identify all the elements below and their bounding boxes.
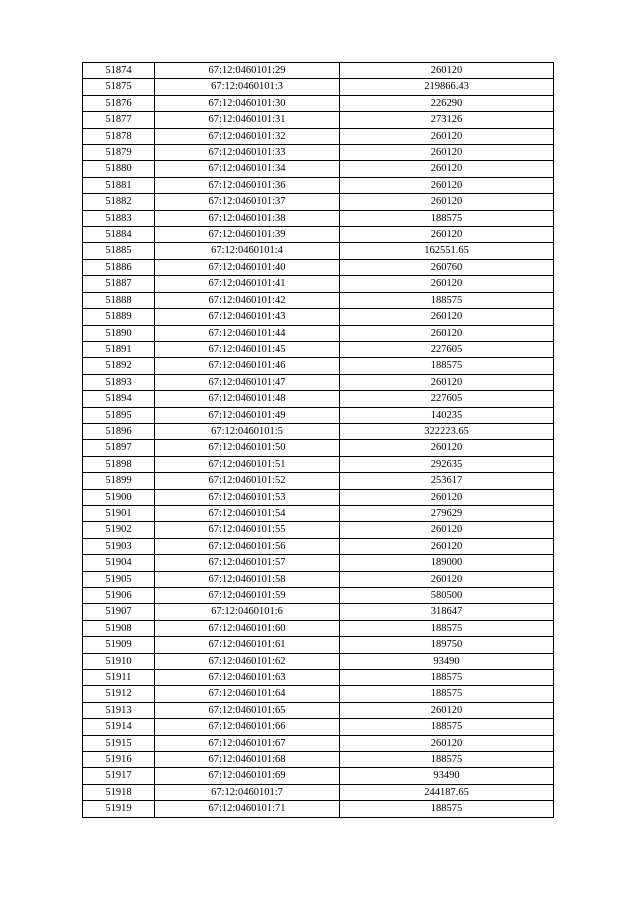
cadastral-number-cell: 67:12:0460101:33 xyxy=(155,145,340,161)
row-number-cell: 51900 xyxy=(83,489,155,505)
value-cell: 260120 xyxy=(340,374,554,390)
row-number-cell: 51915 xyxy=(83,735,155,751)
cadastral-number-cell: 67:12:0460101:55 xyxy=(155,522,340,538)
cadastral-number-cell: 67:12:0460101:45 xyxy=(155,341,340,357)
table-row xyxy=(83,440,554,456)
value-cell: 188575 xyxy=(340,686,554,702)
table-row xyxy=(83,210,554,226)
row-number-cell: 51893 xyxy=(83,374,155,390)
table-row xyxy=(83,79,554,95)
table-row xyxy=(83,555,554,571)
table-row xyxy=(83,456,554,472)
row-number-cell: 51892 xyxy=(83,358,155,374)
cadastral-number-cell: 67:12:0460101:63 xyxy=(155,670,340,686)
value-cell: 188575 xyxy=(340,292,554,308)
row-number-cell: 51896 xyxy=(83,423,155,439)
value-cell: 260120 xyxy=(340,571,554,587)
table-row xyxy=(83,391,554,407)
cadastral-number-cell: 67:12:0460101:56 xyxy=(155,538,340,554)
value-cell: 227605 xyxy=(340,341,554,357)
row-number-cell: 51916 xyxy=(83,752,155,768)
row-number-cell: 51888 xyxy=(83,292,155,308)
table-row xyxy=(83,276,554,292)
table-row xyxy=(83,161,554,177)
table-row xyxy=(83,801,554,817)
table-row xyxy=(83,637,554,653)
row-number-cell: 51914 xyxy=(83,719,155,735)
row-number-cell: 51894 xyxy=(83,391,155,407)
row-number-cell: 51885 xyxy=(83,243,155,259)
table-row xyxy=(83,473,554,489)
cadastral-number-cell: 67:12:0460101:47 xyxy=(155,374,340,390)
cadastral-number-cell: 67:12:0460101:29 xyxy=(155,63,340,79)
table-row xyxy=(83,489,554,505)
cadastral-number-cell: 67:12:0460101:5 xyxy=(155,423,340,439)
row-number-cell: 51878 xyxy=(83,128,155,144)
value-cell: 188575 xyxy=(340,719,554,735)
value-cell: 188575 xyxy=(340,620,554,636)
value-cell: 260120 xyxy=(340,276,554,292)
row-number-cell: 51887 xyxy=(83,276,155,292)
table-row xyxy=(83,653,554,669)
table-row xyxy=(83,309,554,325)
table-row xyxy=(83,423,554,439)
table-row xyxy=(83,522,554,538)
value-cell: 260120 xyxy=(340,177,554,193)
value-cell: 260120 xyxy=(340,63,554,79)
row-number-cell: 51883 xyxy=(83,210,155,226)
cadastral-number-cell: 67:12:0460101:38 xyxy=(155,210,340,226)
row-number-cell: 51905 xyxy=(83,571,155,587)
cadastral-number-cell: 67:12:0460101:64 xyxy=(155,686,340,702)
cadastral-number-cell: 67:12:0460101:40 xyxy=(155,259,340,275)
cadastral-number-cell: 67:12:0460101:37 xyxy=(155,194,340,210)
row-number-cell: 51899 xyxy=(83,473,155,489)
value-cell: 260120 xyxy=(340,161,554,177)
value-cell: 189000 xyxy=(340,555,554,571)
row-number-cell: 51919 xyxy=(83,801,155,817)
value-cell: 93490 xyxy=(340,653,554,669)
value-cell: 260120 xyxy=(340,325,554,341)
value-cell: 260120 xyxy=(340,489,554,505)
value-cell: 188575 xyxy=(340,358,554,374)
cadastral-number-cell: 67:12:0460101:52 xyxy=(155,473,340,489)
row-number-cell: 51886 xyxy=(83,259,155,275)
table-row xyxy=(83,505,554,521)
table-row xyxy=(83,177,554,193)
table-row xyxy=(83,571,554,587)
row-number-cell: 51889 xyxy=(83,309,155,325)
cadastral-number-cell: 67:12:0460101:51 xyxy=(155,456,340,472)
value-cell: 260120 xyxy=(340,702,554,718)
value-cell: 273126 xyxy=(340,112,554,128)
cadastral-number-cell: 67:12:0460101:44 xyxy=(155,325,340,341)
value-cell: 226290 xyxy=(340,95,554,111)
records-table-body xyxy=(83,63,554,818)
table-row xyxy=(83,292,554,308)
cadastral-number-cell: 67:12:0460101:30 xyxy=(155,95,340,111)
row-number-cell: 51897 xyxy=(83,440,155,456)
table-row xyxy=(83,259,554,275)
row-number-cell: 51875 xyxy=(83,79,155,95)
cadastral-number-cell: 67:12:0460101:3 xyxy=(155,79,340,95)
table-row xyxy=(83,112,554,128)
table-row xyxy=(83,145,554,161)
cadastral-number-cell: 67:12:0460101:48 xyxy=(155,391,340,407)
row-number-cell: 51876 xyxy=(83,95,155,111)
cadastral-number-cell: 67:12:0460101:46 xyxy=(155,358,340,374)
row-number-cell: 51909 xyxy=(83,637,155,653)
value-cell: 260120 xyxy=(340,440,554,456)
value-cell: 188575 xyxy=(340,210,554,226)
table-row xyxy=(83,768,554,784)
cadastral-number-cell: 67:12:0460101:58 xyxy=(155,571,340,587)
value-cell: 260760 xyxy=(340,259,554,275)
table-row xyxy=(83,128,554,144)
value-cell: 322223.65 xyxy=(340,423,554,439)
value-cell: 260120 xyxy=(340,194,554,210)
table-row xyxy=(83,358,554,374)
records-table xyxy=(82,62,554,818)
row-number-cell: 51903 xyxy=(83,538,155,554)
value-cell: 140235 xyxy=(340,407,554,423)
cadastral-number-cell: 67:12:0460101:66 xyxy=(155,719,340,735)
row-number-cell: 51910 xyxy=(83,653,155,669)
row-number-cell: 51882 xyxy=(83,194,155,210)
row-number-cell: 51881 xyxy=(83,177,155,193)
value-cell: 279629 xyxy=(340,505,554,521)
table-row xyxy=(83,538,554,554)
table-row xyxy=(83,194,554,210)
value-cell: 188575 xyxy=(340,670,554,686)
table-row xyxy=(83,620,554,636)
value-cell: 253617 xyxy=(340,473,554,489)
table-row xyxy=(83,227,554,243)
table-row xyxy=(83,63,554,79)
value-cell: 260120 xyxy=(340,522,554,538)
row-number-cell: 51911 xyxy=(83,670,155,686)
cadastral-number-cell: 67:12:0460101:36 xyxy=(155,177,340,193)
row-number-cell: 51917 xyxy=(83,768,155,784)
cadastral-number-cell: 67:12:0460101:42 xyxy=(155,292,340,308)
row-number-cell: 51895 xyxy=(83,407,155,423)
row-number-cell: 51912 xyxy=(83,686,155,702)
table-row xyxy=(83,719,554,735)
row-number-cell: 51901 xyxy=(83,505,155,521)
value-cell: 260120 xyxy=(340,145,554,161)
row-number-cell: 51907 xyxy=(83,604,155,620)
row-number-cell: 51906 xyxy=(83,588,155,604)
value-cell: 260120 xyxy=(340,227,554,243)
value-cell: 260120 xyxy=(340,735,554,751)
table-row xyxy=(83,604,554,620)
table-row xyxy=(83,341,554,357)
value-cell: 244187.65 xyxy=(340,784,554,800)
table-row xyxy=(83,686,554,702)
row-number-cell: 51908 xyxy=(83,620,155,636)
table-row xyxy=(83,588,554,604)
value-cell: 227605 xyxy=(340,391,554,407)
table-row xyxy=(83,243,554,259)
value-cell: 162551.65 xyxy=(340,243,554,259)
row-number-cell: 51874 xyxy=(83,63,155,79)
cadastral-number-cell: 67:12:0460101:6 xyxy=(155,604,340,620)
cadastral-number-cell: 67:12:0460101:50 xyxy=(155,440,340,456)
cadastral-number-cell: 67:12:0460101:59 xyxy=(155,588,340,604)
cadastral-number-cell: 67:12:0460101:43 xyxy=(155,309,340,325)
row-number-cell: 51879 xyxy=(83,145,155,161)
row-number-cell: 51891 xyxy=(83,341,155,357)
cadastral-number-cell: 67:12:0460101:67 xyxy=(155,735,340,751)
row-number-cell: 51877 xyxy=(83,112,155,128)
table-row xyxy=(83,670,554,686)
row-number-cell: 51898 xyxy=(83,456,155,472)
value-cell: 260120 xyxy=(340,309,554,325)
table-row xyxy=(83,702,554,718)
cadastral-number-cell: 67:12:0460101:68 xyxy=(155,752,340,768)
cadastral-number-cell: 67:12:0460101:34 xyxy=(155,161,340,177)
cadastral-number-cell: 67:12:0460101:71 xyxy=(155,801,340,817)
table-row xyxy=(83,374,554,390)
value-cell: 93490 xyxy=(340,768,554,784)
value-cell: 188575 xyxy=(340,801,554,817)
table-row xyxy=(83,325,554,341)
table-row xyxy=(83,407,554,423)
cadastral-number-cell: 67:12:0460101:69 xyxy=(155,768,340,784)
cadastral-number-cell: 67:12:0460101:49 xyxy=(155,407,340,423)
value-cell: 580500 xyxy=(340,588,554,604)
cadastral-number-cell: 67:12:0460101:60 xyxy=(155,620,340,636)
value-cell: 318647 xyxy=(340,604,554,620)
row-number-cell: 51902 xyxy=(83,522,155,538)
value-cell: 189750 xyxy=(340,637,554,653)
row-number-cell: 51904 xyxy=(83,555,155,571)
cadastral-number-cell: 67:12:0460101:31 xyxy=(155,112,340,128)
table-row xyxy=(83,752,554,768)
value-cell: 219866.43 xyxy=(340,79,554,95)
table-row xyxy=(83,784,554,800)
row-number-cell: 51880 xyxy=(83,161,155,177)
value-cell: 260120 xyxy=(340,538,554,554)
cadastral-number-cell: 67:12:0460101:39 xyxy=(155,227,340,243)
cadastral-number-cell: 67:12:0460101:57 xyxy=(155,555,340,571)
cadastral-number-cell: 67:12:0460101:65 xyxy=(155,702,340,718)
cadastral-number-cell: 67:12:0460101:54 xyxy=(155,505,340,521)
value-cell: 292635 xyxy=(340,456,554,472)
cadastral-number-cell: 67:12:0460101:7 xyxy=(155,784,340,800)
table-row xyxy=(83,95,554,111)
value-cell: 188575 xyxy=(340,752,554,768)
cadastral-number-cell: 67:12:0460101:53 xyxy=(155,489,340,505)
cadastral-number-cell: 67:12:0460101:41 xyxy=(155,276,340,292)
cadastral-number-cell: 67:12:0460101:62 xyxy=(155,653,340,669)
row-number-cell: 51884 xyxy=(83,227,155,243)
cadastral-number-cell: 67:12:0460101:32 xyxy=(155,128,340,144)
cadastral-number-cell: 67:12:0460101:61 xyxy=(155,637,340,653)
row-number-cell: 51913 xyxy=(83,702,155,718)
value-cell: 260120 xyxy=(340,128,554,144)
table-row xyxy=(83,735,554,751)
row-number-cell: 51918 xyxy=(83,784,155,800)
row-number-cell: 51890 xyxy=(83,325,155,341)
cadastral-number-cell: 67:12:0460101:4 xyxy=(155,243,340,259)
